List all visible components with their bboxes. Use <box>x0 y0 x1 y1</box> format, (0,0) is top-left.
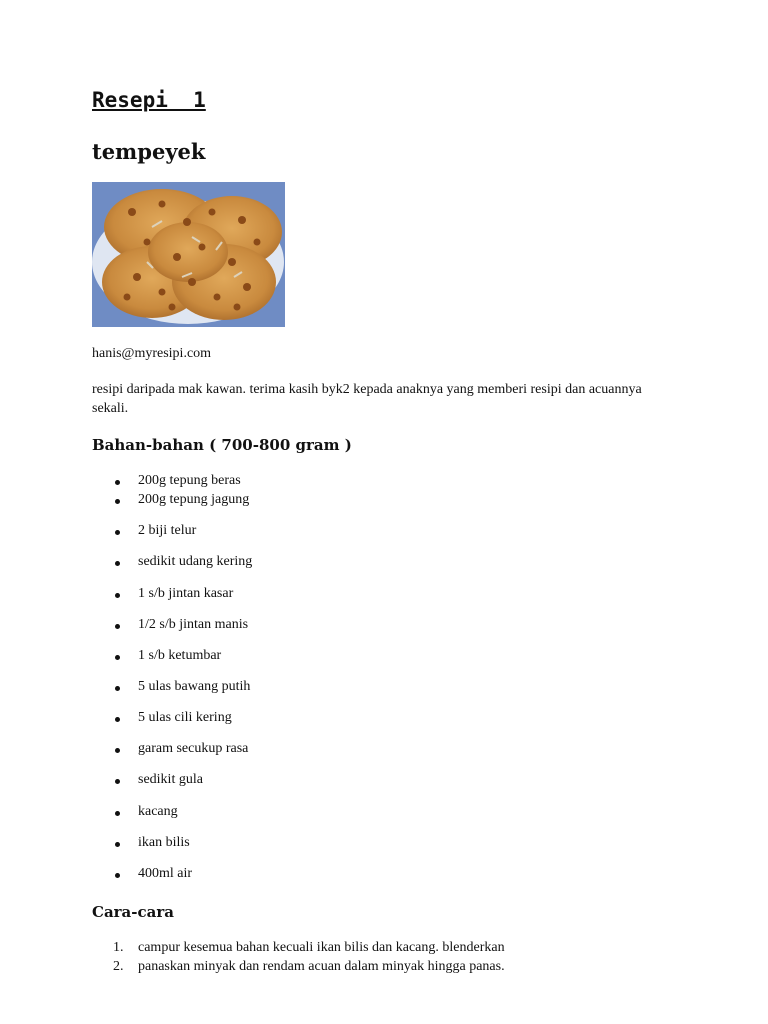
recipe-photo <box>92 182 285 327</box>
method-heading: Cara-cara <box>92 903 174 921</box>
list-item: 200g tepung beras <box>138 473 241 488</box>
step-item <box>113 959 505 975</box>
step-number: 1. <box>113 940 124 955</box>
step-number: 2. <box>113 959 124 974</box>
list-item: sedikit gula <box>138 772 203 787</box>
list-item: 200g tepung jagung <box>138 492 250 507</box>
tempeyek-photo-illustration <box>92 182 285 327</box>
list-item: 5 ulas bawang putih <box>138 679 251 694</box>
author-email: hanis@myresipi.com <box>92 346 212 361</box>
list-item: 2 biji telur <box>138 523 197 538</box>
list-item: ikan bilis <box>138 835 190 850</box>
list-item: sedikit udang kering <box>138 554 253 569</box>
recipe-name: tempeyek <box>92 139 206 164</box>
step-text: panaskan minyak dan rendam acuan dalam minyak hingga panas. <box>138 959 505 974</box>
list-item: kacang <box>138 804 178 819</box>
ingredients-heading: Bahan-bahan ( 700-800 gram ) <box>92 436 352 454</box>
recipe-intro: resipi daripada mak kawan. terima kasih byk2 kepada anaknya yang memberi resipi dan acuannya sekali. <box>92 382 642 416</box>
step-text: campur kesemua bahan kecuali ikan bilis dan kacang. blenderkan <box>138 940 505 955</box>
list-item: 400ml air <box>138 866 193 881</box>
list-item: garam secukup rasa <box>138 741 249 756</box>
list-item: 1 s/b jintan kasar <box>138 586 234 601</box>
list-item: 5 ulas cili kering <box>138 710 232 725</box>
step-item <box>113 940 505 956</box>
list-item: 1/2 s/b jintan manis <box>138 617 249 632</box>
list-item: 1 s/b ketumbar <box>138 648 222 663</box>
page-title: Resepi 1 <box>92 88 206 112</box>
